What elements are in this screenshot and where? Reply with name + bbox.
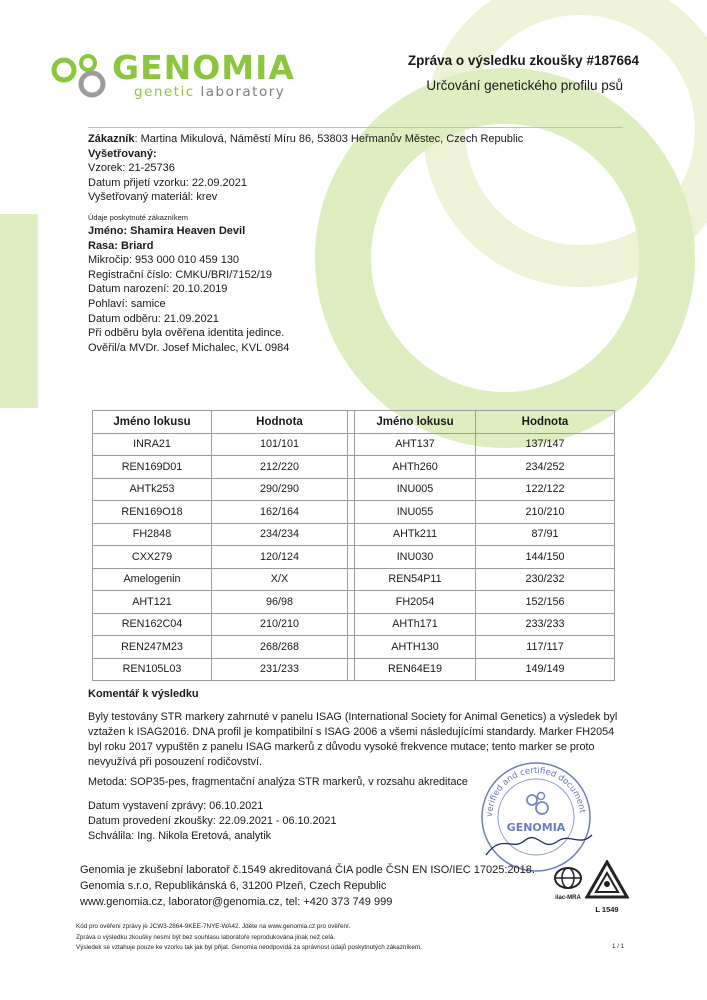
comment-line: Byly testovány STR markery zahrnuté v panelu ISAG (International Society for Animal Genetics) a výsledek byl xyxy=(88,711,618,723)
issue-date: Datum vystavení zprávy: 06.10.2021 xyxy=(88,800,264,812)
logo-tag-genetic: genetic xyxy=(134,84,195,100)
customer-line xyxy=(88,132,523,147)
locus-value: 117/117 xyxy=(476,636,615,659)
locus-value: 162/164 xyxy=(212,501,348,524)
locus-name: Amelogenin xyxy=(93,568,212,591)
locus-value: 210/210 xyxy=(212,613,348,636)
locus-name: AHTh171 xyxy=(355,613,476,636)
logo-tagline xyxy=(134,84,285,100)
column-gap xyxy=(348,478,355,501)
approved-by: Schválila: Ing. Nikola Eretová, analytik xyxy=(88,830,272,842)
locus-value: 230/232 xyxy=(476,568,615,591)
customer-block xyxy=(88,132,523,205)
locus-name: AHTk253 xyxy=(93,478,212,501)
locus-value: 268/268 xyxy=(212,636,348,659)
stamp-brand: GENOMIA xyxy=(506,821,566,834)
column-gap xyxy=(348,613,355,636)
liability-note: Výsledek se vztahuje pouze ke vzorku tak jak byl přijat. Genomia neodpovídá za správnost údajů poskytnutých zákazníkem. xyxy=(76,944,422,951)
locus-value: 122/122 xyxy=(476,478,615,501)
table-row xyxy=(93,546,615,569)
method: Metoda: SOP35-pes, fragmentační analýza STR markerů, v rozsahu akreditace xyxy=(88,776,468,788)
locus-value: 210/210 xyxy=(476,501,615,524)
locus-value: 152/156 xyxy=(476,591,615,614)
collection-date: Datum odběru: 21.09.2021 xyxy=(88,312,219,325)
locus-value: 120/124 xyxy=(212,546,348,569)
microchip: Mikročip: 953 000 010 459 130 xyxy=(88,254,240,267)
table-header-row xyxy=(93,411,615,434)
table-row xyxy=(93,613,615,636)
locus-name: AHT137 xyxy=(355,433,476,456)
animal-block xyxy=(88,212,289,355)
locus-name: REN169O18 xyxy=(93,501,212,524)
ilac-label: ilac-MRA xyxy=(555,895,581,901)
examined-label: Vyšetřovaný: xyxy=(88,147,157,160)
table-row xyxy=(93,568,615,591)
animal-breed: Rasa: Briard xyxy=(88,239,154,252)
logo-name: GENOMIA xyxy=(112,48,295,87)
table-row xyxy=(93,658,615,681)
locus-value: 233/233 xyxy=(476,613,615,636)
locus-value: 234/234 xyxy=(212,523,348,546)
genomia-logo xyxy=(50,48,310,102)
table-row xyxy=(93,523,615,546)
sex: Pohlaví: samice xyxy=(88,297,166,310)
lab-number: L 1549 xyxy=(595,905,619,914)
verification-stamp xyxy=(472,755,602,875)
locus-name: AHTH130 xyxy=(355,636,476,659)
locus-value: 231/233 xyxy=(212,658,348,681)
lab-info xyxy=(80,863,535,910)
column-header-value-2: Hodnota xyxy=(476,411,615,434)
locus-name: INU030 xyxy=(355,546,476,569)
column-gap xyxy=(348,411,355,434)
locus-value: 234/252 xyxy=(476,456,615,479)
locus-name: REN64E19 xyxy=(355,658,476,681)
stamp-arc-text: verified and certified document xyxy=(484,765,587,818)
table-row xyxy=(93,433,615,456)
column-header-locus-1: Jméno lokusu xyxy=(93,411,212,434)
customer-provided-note: Údaje poskytnuté zákazníkem xyxy=(88,213,189,222)
page-number: 1 / 1 xyxy=(612,943,625,950)
locus-value: 96/98 xyxy=(212,591,348,614)
cia-accreditation-badge xyxy=(585,860,629,914)
column-header-locus-2: Jméno lokusu xyxy=(355,411,476,434)
contact-line: www.genomia.cz, laborator@genomia.cz, tel: +420 373 749 999 xyxy=(80,895,393,908)
comment-line: nevyužívá při posouzení rodičovství. xyxy=(88,756,263,768)
column-header-value-1: Hodnota xyxy=(212,411,348,434)
verification-code-line: Kód pro ověření zprávy je JCW3-2864-9KEE-7NYE-WA42. Jděte na www.genomia.cz pro ověření. xyxy=(76,923,351,930)
locus-name: REN54P11 xyxy=(355,568,476,591)
verified-by: Ověřil/a MVDr. Josef Michalec, KVL 0984 xyxy=(88,341,290,354)
column-gap xyxy=(348,501,355,524)
locus-name: FH2848 xyxy=(93,523,212,546)
locus-name: AHTk211 xyxy=(355,523,476,546)
cia-triangle-icon xyxy=(585,860,629,900)
column-gap xyxy=(348,433,355,456)
column-gap xyxy=(348,636,355,659)
column-gap xyxy=(348,456,355,479)
locus-value: 149/149 xyxy=(476,658,615,681)
address-line: Genomia s.r.o, Republikánská 6, 31200 Plzeň, Czech Republic xyxy=(80,879,387,892)
locus-name: INU005 xyxy=(355,478,476,501)
material: Vyšetřovaný materiál: krev xyxy=(88,191,218,204)
identity-verified: Při odběru byla ověřena identita jedince. xyxy=(88,327,285,340)
reproduction-note: Zpráva o výsledku zkoušky nesmí být bez souhlasu laboratoře reprodukována jinak než celá. xyxy=(76,933,336,941)
birth-date: Datum narození: 20.10.2019 xyxy=(88,283,228,296)
locus-name: INRA21 xyxy=(93,433,212,456)
ilac-logo-icon xyxy=(553,866,583,890)
column-gap xyxy=(348,546,355,569)
locus-value: X/X xyxy=(212,568,348,591)
table-row xyxy=(93,636,615,659)
locus-name: INU055 xyxy=(355,501,476,524)
locus-value: 101/101 xyxy=(212,433,348,456)
table-row xyxy=(93,501,615,524)
locus-name: CXX279 xyxy=(93,546,212,569)
locus-name: REN105L03 xyxy=(93,658,212,681)
ilac-mra-badge xyxy=(553,866,583,900)
loci-table xyxy=(92,410,615,681)
logo-circles-icon xyxy=(50,48,118,102)
report-title: Zpráva o výsledku zkoušky #187664 xyxy=(407,53,639,68)
accreditation-line: Genomia je zkušební laboratoř č.1549 akreditovaná ČIA podle ČSN EN ISO/IEC 17025:2018. xyxy=(80,864,535,876)
locus-name: REN247M23 xyxy=(93,636,212,659)
report-subtitle: Určování genetického profilu psů xyxy=(426,78,623,93)
registration-number: Registrační číslo: CMKU/BRI/7152/19 xyxy=(88,268,273,281)
loci-table-body xyxy=(93,433,615,681)
table-row xyxy=(93,478,615,501)
column-gap xyxy=(348,658,355,681)
locus-name: REN169D01 xyxy=(93,456,212,479)
column-gap xyxy=(348,568,355,591)
column-gap xyxy=(348,523,355,546)
animal-name: Jméno: Shamira Heaven Devil xyxy=(88,225,246,237)
locus-name: AHTh260 xyxy=(355,456,476,479)
dates-block xyxy=(88,799,337,844)
sample-id: Vzorek: 21-25736 xyxy=(88,162,175,175)
locus-value: 212/220 xyxy=(212,456,348,479)
table-row xyxy=(93,591,615,614)
comment-line: byl roku 2017 vypuštěn z panelu ISAG markerů z důvodu vysoké frekvence mutace; tento marker se proto xyxy=(88,741,595,753)
header-divider xyxy=(88,127,623,128)
comment-line: vztažen k ISAG2016. DNA profil je kompatibilní s ISAG 2006 a všemi následujícími standardy. Marker FH2054 xyxy=(88,726,615,738)
footer-notes xyxy=(76,922,422,954)
customer-value: : Martina Mikulová, Náměstí Míru 86, 53803 Heřmanův Městec, Czech Republic xyxy=(134,133,524,145)
locus-value: 137/147 xyxy=(476,433,615,456)
locus-name: FH2054 xyxy=(355,591,476,614)
customer-label: Zákazník xyxy=(88,133,135,145)
receipt-date: Datum přijetí vzorku: 22.09.2021 xyxy=(88,176,247,189)
signature xyxy=(486,835,592,855)
column-gap xyxy=(348,591,355,614)
locus-name: AHT121 xyxy=(93,591,212,614)
locus-value: 87/91 xyxy=(476,523,615,546)
locus-name: REN162C04 xyxy=(93,613,212,636)
table-row xyxy=(93,456,615,479)
logo-tag-laboratory: laboratory xyxy=(200,84,286,100)
test-period: Datum provedení zkoušky: 22.09.2021 - 06.10.2021 xyxy=(88,815,337,827)
locus-value: 290/290 xyxy=(212,478,348,501)
comment-title: Komentář k výsledku xyxy=(88,688,199,700)
locus-value: 144/150 xyxy=(476,546,615,569)
